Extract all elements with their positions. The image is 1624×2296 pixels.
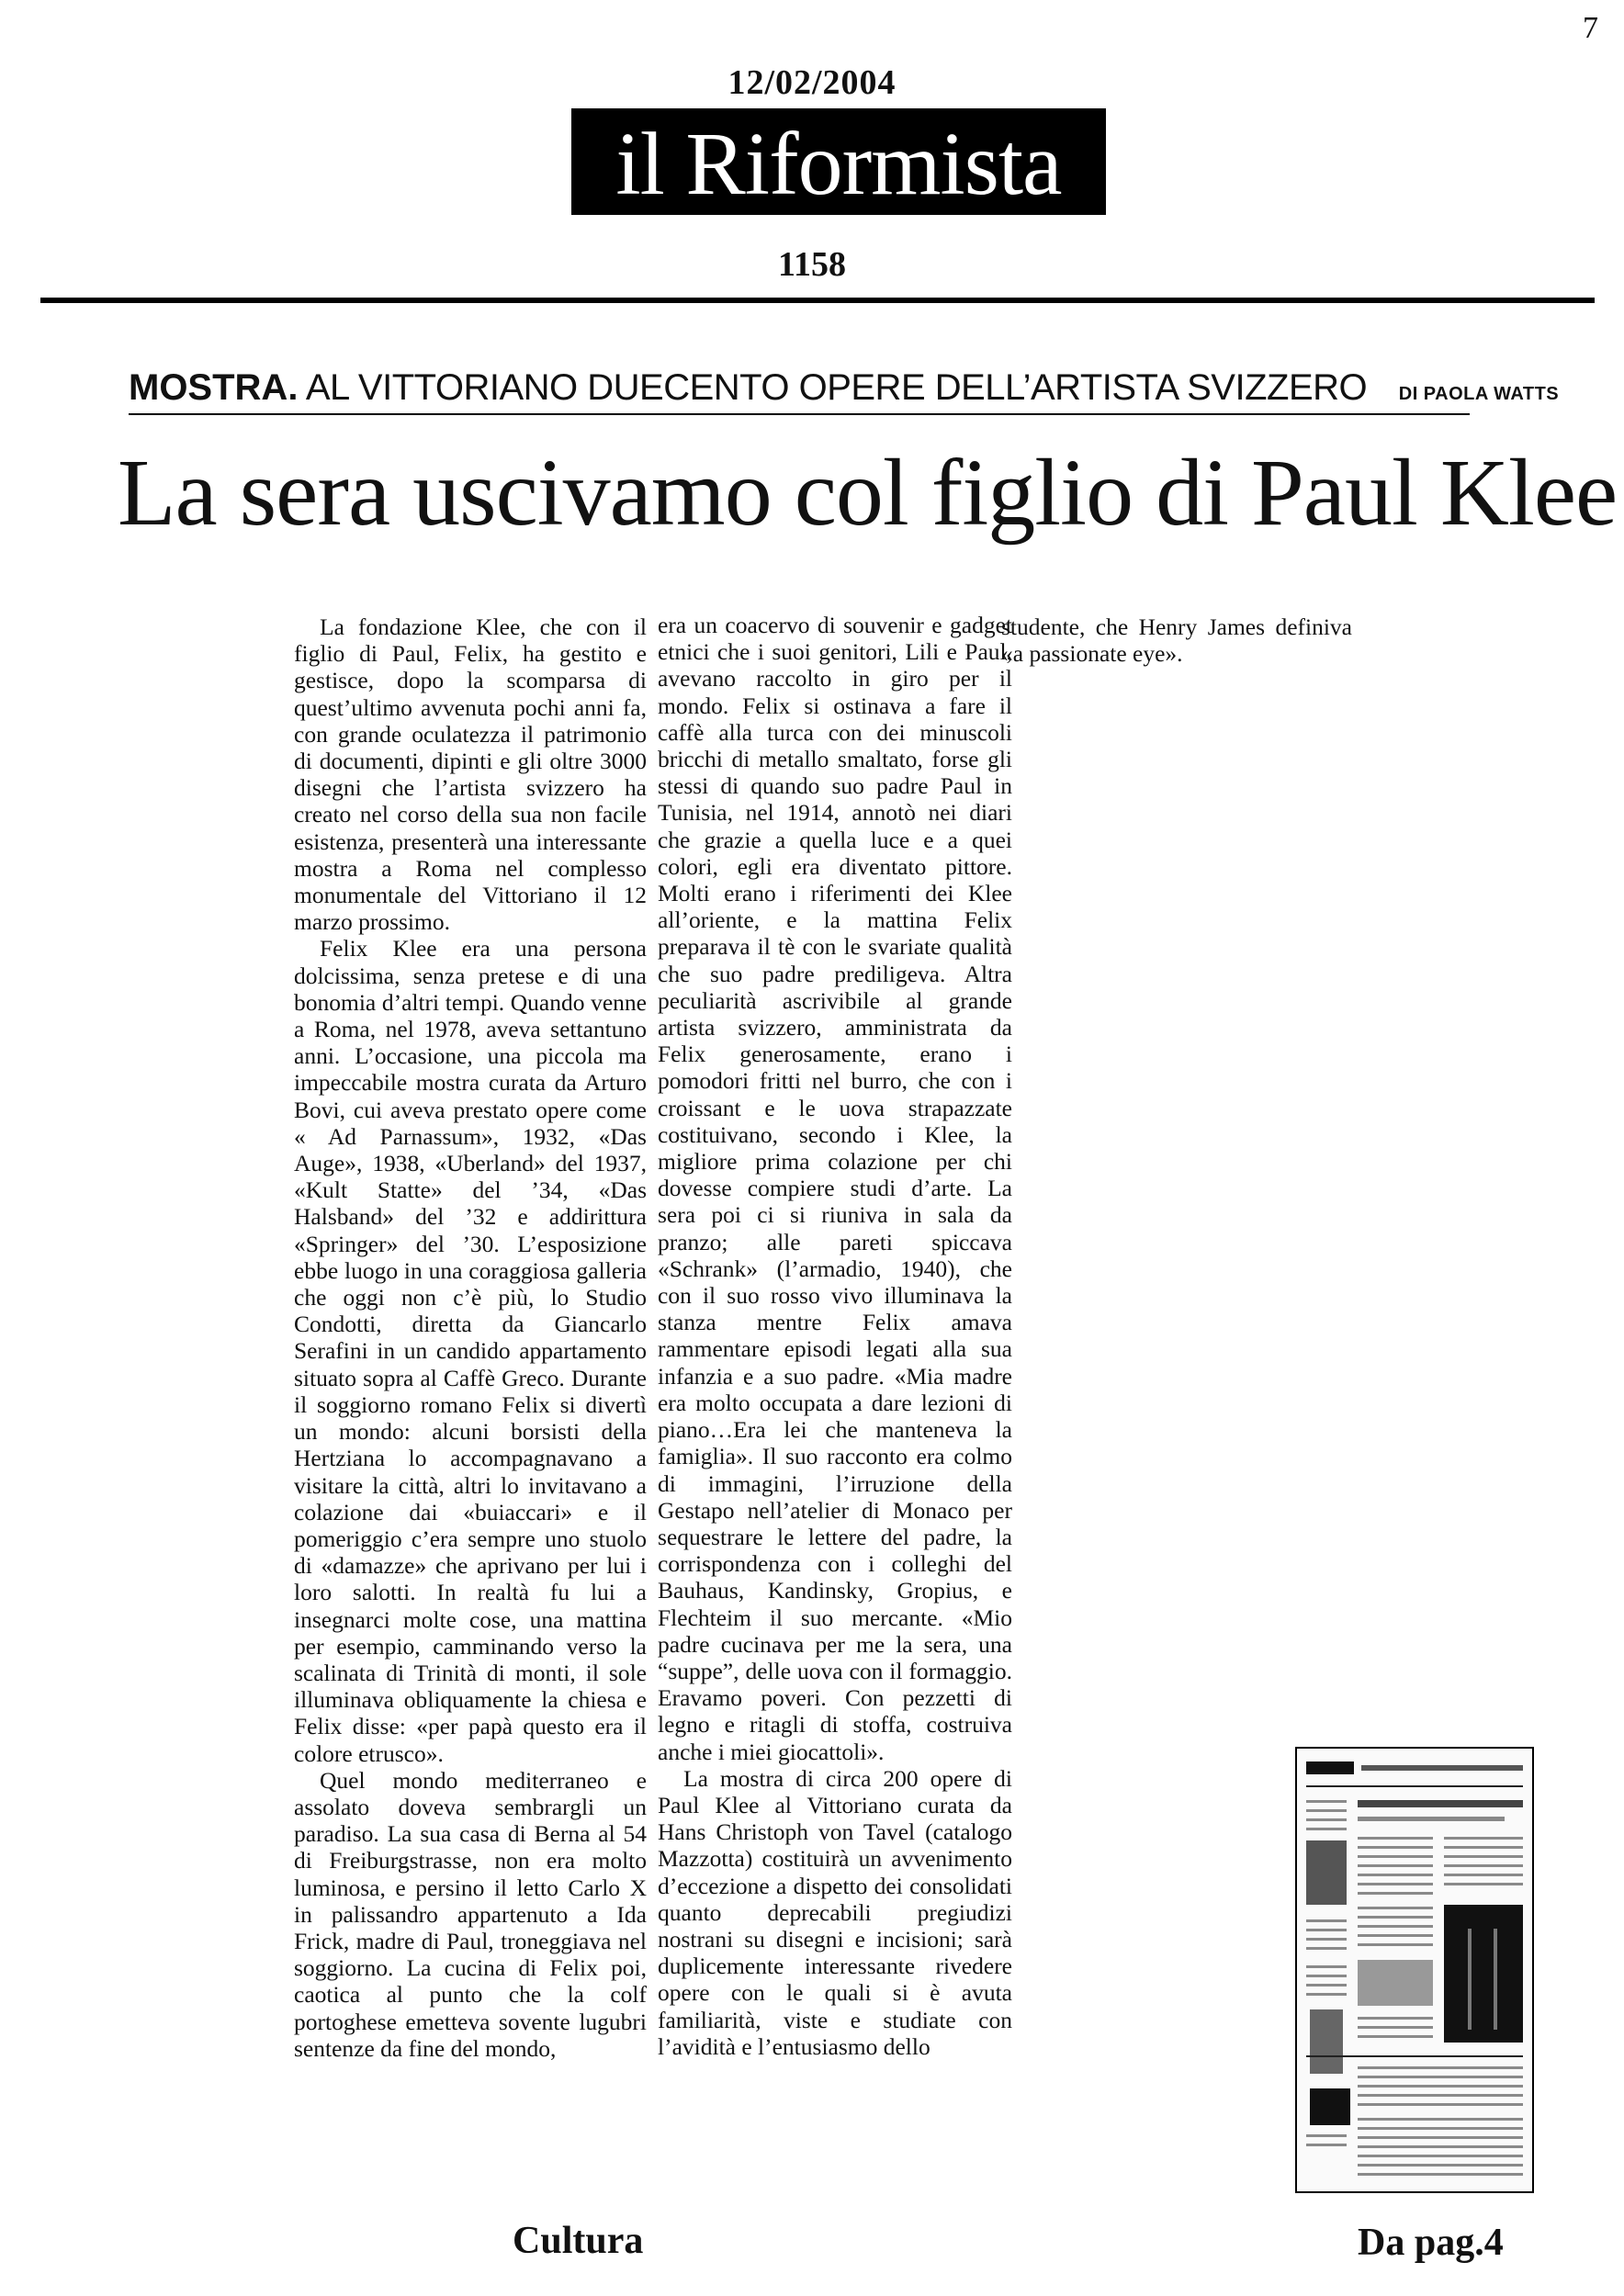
kicker-label: MOSTRA. (129, 367, 299, 408)
paragraph: Quel mondo mediterraneo e assolato doveva sembrargli un paradiso. La sua casa di Berna al 54 di Freiburgstrasse, non era molto luminosa, e persino il letto Carlo X in palissandro appartenuto a Ida Frick, madre di Paul, troneggiava nel soggiorno. La cucina di Felix poi, caotica al punto che la colf portoghese emetteva sovente lugubri sentenze da fine del mondo, (294, 1766, 647, 2062)
headline: La sera uscivamo col figlio di Paul Klee (118, 440, 1618, 546)
issue-number: 1158 (778, 245, 846, 284)
issue-date: 12/02/2004 (727, 63, 897, 102)
paragraph: Felix Klee era una persona dolcissima, senza pretese e di una bonomia d’altri tempi. Quando venne a Roma, nel 1978, aveva settantuno anni. L’occasione, una piccola ma impeccabile mostra curata da Arturo Bovi, cui aveva prestato opere come « Ad Parnassum», 1932, «Das Auge», 1938, «Uberland» del 1937, «Kult Statte» del ’34, «Das Halsband» del ’32 e addirittura «Springer» del ’30. L’esposizione ebbe luogo in una coraggiosa galleria che oggi non c’è più, lo Studio Condotti, diretta da Giancarlo Serafini in un candido appartamento situato sopra al Caffè Greco. Durante il soggiorno romano Felix si divertì un mondo: alcuni borsisti della Hertziana lo accompagnavano a visitare la città, altri lo invitavano a colazione dai «buiaccari» e il pomeriggio c’era sempre uno stuolo di «damazze» che aprivano per lui i loro salotti. In realtà fu lui a insegnarci molte cose, una mattina per esempio, camminando verso la scalinata di Trinità di monti, il sole illuminava obliquamente la chiesa e Felix disse: «per papà questo era il colore etrusco». (294, 935, 647, 1767)
article-kicker (129, 367, 1560, 409)
article-column-3 (1001, 613, 1352, 667)
byline: DI PAOLA WATTS (1398, 384, 1560, 404)
source-page-thumbnail (1295, 1747, 1534, 2193)
kicker-divider (129, 413, 1470, 415)
paragraph: era un coacervo di souvenir e gadget etnici che i suoi genitori, Lili e Paul, avevano raccolto in giro per il mondo. Felix si ostinava a fare il caffè alla turca con dei minuscoli bricchi di metallo smaltato, forse gli stessi di quando suo padre Paul in Tunisia, nel 1914, annotò nei diari che grazie a quella luce e a quei colori, egli era diventato pittore. Molti erano i riferimenti dei Klee all’oriente, e la mattina Felix preparava il tè con le svariate qualità che suo padre prediligeva. Altra peculiarità ascrivibile al grande artista svizzero, amministrata da Felix generosamente, erano i pomodori fritti nel burro, che con i croissant e le uova strapazzate costituivano, secondo i Klee, la migliore prima colazione per chi dovesse compiere studi d’arte. La sera poi ci si riuniva in sala da pranzo; alle pareti spiccava «Schrank» (l’armadio, 1940), che con il suo rosso vivo illuminava la stanza mentre Felix amava rammentare episodi legati alla sua infanzia e a suo padre. «Mia madre era molto occupata a dare lezioni di piano…Era lei che manteneva la famiglia». Il suo racconto era colmo di immagini, l’irruzione della Gestapo nell’atelier di Monaco per sequestrare le lettere del padre, la corrispondenza con i colleghi del Bauhaus, Kandinsky, Gropius, e Flechteim il suo mercante. «Mio padre cucinava per me la sera, una “suppe”, delle uova con il formaggio. Eravamo poveri. Con pezzetti di legno e ritagli di stoffa, costruiva anche i miei giocattoli». (658, 612, 1012, 1765)
paragraph: La fondazione Klee, che con il figlio di Paul, Felix, ha gestito e gestisce, dopo la scomparsa di quest’ultimo avvenuta pochi anni fa, con grande oculatezza il patrimonio di documenti, dipinti e gli oltre 3000 disegni che l’artista svizzero ha creato nel corso della sua non facile esistenza, presenterà una interessante mostra a Roma nel complesso monumentale del Vittoriano il 12 marzo prossimo. (294, 613, 647, 936)
header-divider (40, 298, 1595, 303)
article-column-1 (294, 613, 647, 2062)
masthead-logo: il Riformista (571, 108, 1106, 215)
section-label: Cultura (513, 2220, 644, 2262)
source-page-label: Da pag.4 (1358, 2222, 1504, 2264)
page-number: 7 (1583, 11, 1598, 45)
paragraph: studente, che Henry James definiva «a passionate eye». (1001, 613, 1352, 668)
kicker-text: AL VITTORIANO DUECENTO OPERE DELL’ARTISTA SVIZZERO (305, 367, 1368, 408)
paragraph: La mostra di circa 200 opere di Paul Klee al Vittoriano curata da Hans Christoph von Tavel (catalogo Mazzotta) costituirà un avvenimento d’eccezione a dispetto dei consolidati quanto deprecabili pregiudizi nostrani su disegni e incisioni; sarà duplicemente interessante rivedere opere con le quali si è avuta familiarità, viste e studiate con l’avidità e l’entusiasmo dello (658, 1764, 1012, 2060)
article-column-2 (658, 612, 1012, 2060)
